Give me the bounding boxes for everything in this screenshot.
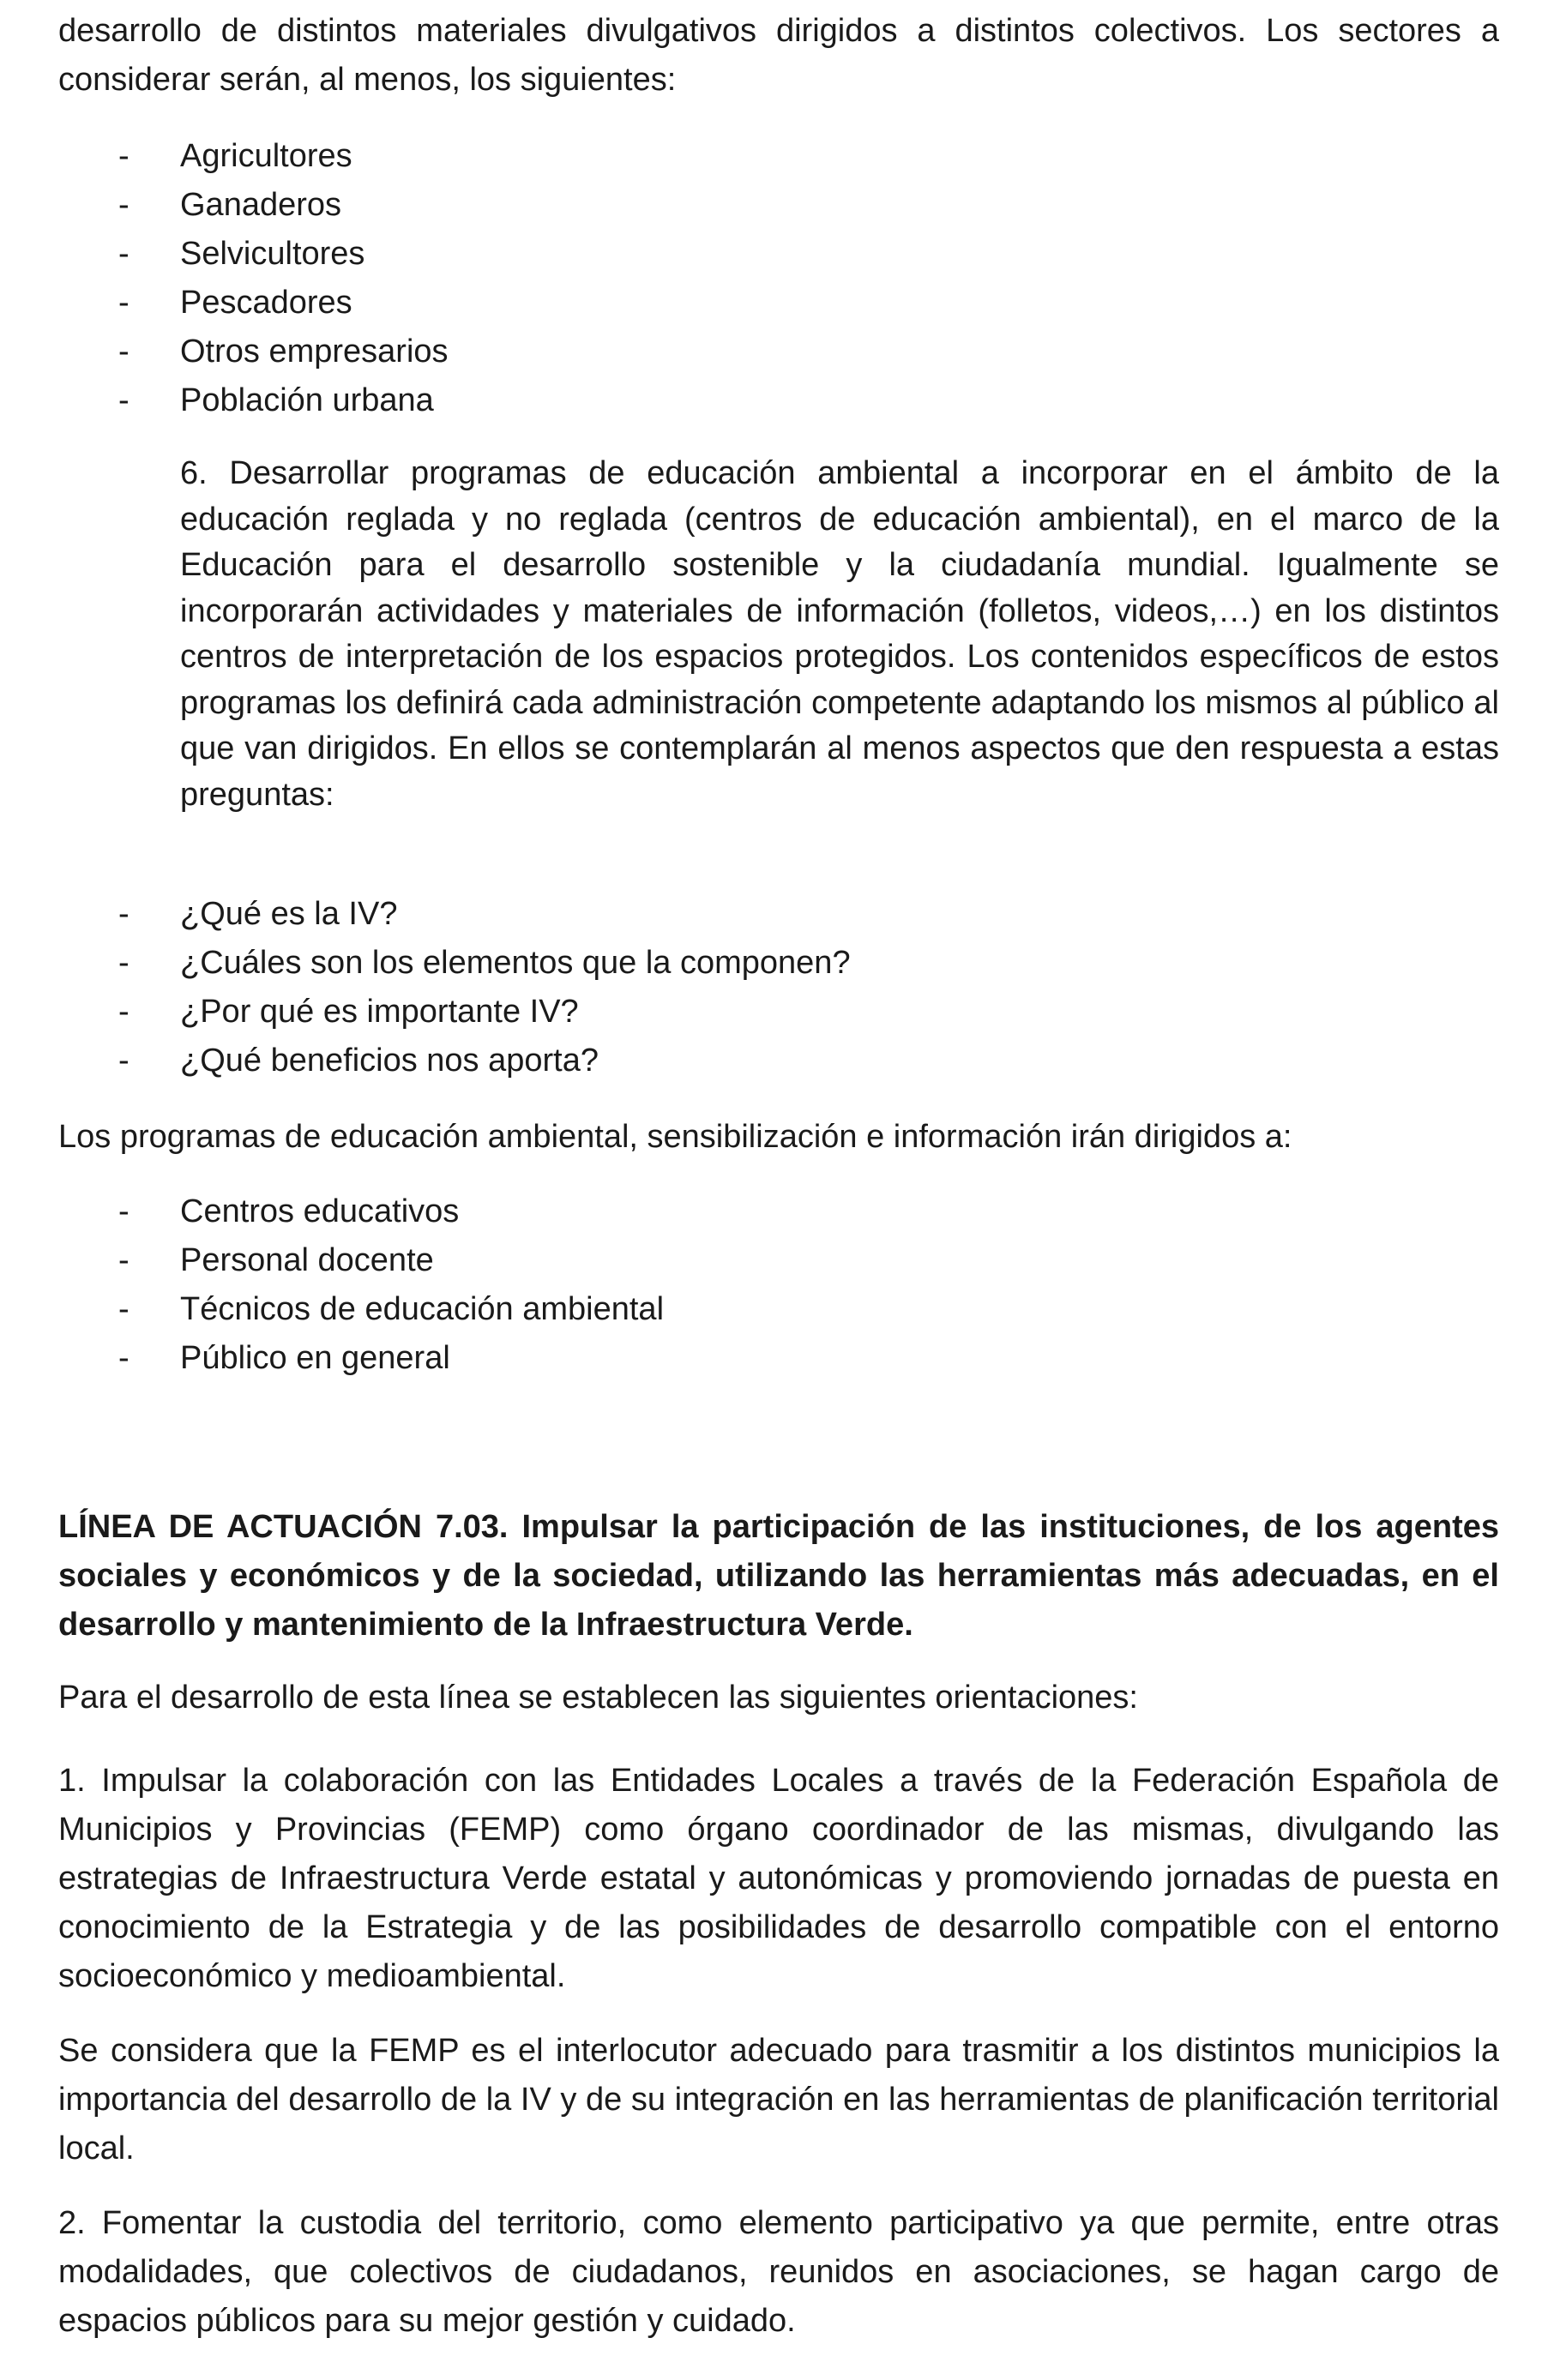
dash-bullet: -	[118, 334, 129, 370]
dash-bullet: -	[118, 1043, 129, 1079]
dash-bullet: -	[118, 285, 129, 321]
list-item: - ¿Por qué es importante IV?	[58, 988, 1499, 1037]
intro-paragraph: desarrollo de distintos materiales divulgativos dirigidos a distintos colectivos. Los sectores a considerar serán, al menos, los siguientes:	[58, 13, 1499, 98]
list-item: - Selvicultores	[58, 230, 1499, 279]
orientations-intro-paragraph: Para el desarrollo de esta línea se establecen las siguientes orientaciones:	[58, 1680, 1138, 1716]
list-item: - Público en general	[58, 1334, 1499, 1383]
questions-list	[58, 890, 1499, 1085]
section-heading: LÍNEA DE ACTUACIÓN 7.03. Impulsar la participación de las instituciones, de los agentes sociales y económicos y de la sociedad, utilizando las herramientas más adecuadas, en el desarrollo y mantenimiento de la Infraestructura Verde.	[58, 1509, 1499, 1643]
list-item: - Centros educativos	[58, 1187, 1499, 1236]
point-2-paragraph: 2. Fomentar la custodia del territorio, como elemento participativo ya que permite, entre otras modalidades, que colectivos de ciudadanos, reunidos en asociaciones, se hagan cargo de espacios públicos para su mejor gestión y cuidado.	[58, 2205, 1499, 2339]
dash-bullet: -	[118, 994, 129, 1030]
dash-bullet: -	[118, 945, 129, 981]
dash-bullet: -	[118, 1193, 129, 1229]
femp-paragraph: Se considera que la FEMP es el interlocutor adecuado para trasmitir a los distintos municipios la importancia del desarrollo de la IV y de su integración en las herramientas de planificación territorial local.	[58, 2033, 1499, 2167]
dash-bullet: -	[118, 382, 129, 418]
dash-bullet: -	[118, 896, 129, 932]
dash-bullet: -	[118, 1242, 129, 1278]
list-item: - Población urbana	[58, 376, 1499, 425]
point-6-paragraph: 6. Desarrollar programas de educación ambiental a incorporar en el ámbito de la educación reglada y no reglada (centros de educación ambiental), en el marco de la Educación para el desarrollo sostenible y la ciudadanía mundial. Igualmente se incorporarán actividades y materiales de información (folletos, videos,…) en los distintos centros de interpretación de los espacios protegidos. Los contenidos específicos de estos programas los definirá cada administración competente adaptando los mismos al público al que van dirigidos. En ellos se contemplarán al menos aspectos que den respuesta a estas preguntas:	[180, 455, 1499, 813]
dash-bullet: -	[118, 236, 129, 272]
list-item: - Personal docente	[58, 1236, 1499, 1285]
point-1-paragraph: 1. Impulsar la colaboración con las Entidades Locales a través de la Federación Española de Municipios y Provincias (FEMP) como órgano coordinador de las mismas, divulgando las estrategias de Infraestructura Verde estatal y autonómicas y promoviendo jornadas de puesta en conocimiento de la Estrategia y de las posibilidades de desarrollo compatible con el entorno socioeconómico y medioambiental.	[58, 1763, 1499, 1994]
list-item: - Agricultores	[58, 132, 1499, 181]
list-item: - ¿Cuáles son los elementos que la componen?	[58, 939, 1499, 988]
list-item: - Técnicos de educación ambiental	[58, 1285, 1499, 1334]
list-item: - Ganaderos	[58, 181, 1499, 230]
dash-bullet: -	[118, 1340, 129, 1376]
dash-bullet: -	[118, 1291, 129, 1327]
programs-intro-paragraph: Los programas de educación ambiental, sensibilización e información irán dirigidos a:	[58, 1119, 1292, 1155]
list-item: - Pescadores	[58, 279, 1499, 328]
dash-bullet: -	[118, 187, 129, 223]
list-item: - ¿Qué beneficios nos aporta?	[58, 1037, 1499, 1085]
dash-bullet: -	[118, 138, 129, 174]
list-item: - ¿Qué es la IV?	[58, 890, 1499, 939]
list-item: - Otros empresarios	[58, 328, 1499, 376]
sectors-list	[58, 132, 1499, 425]
document-page	[58, 0, 1499, 2346]
audiences-list	[58, 1187, 1499, 1383]
